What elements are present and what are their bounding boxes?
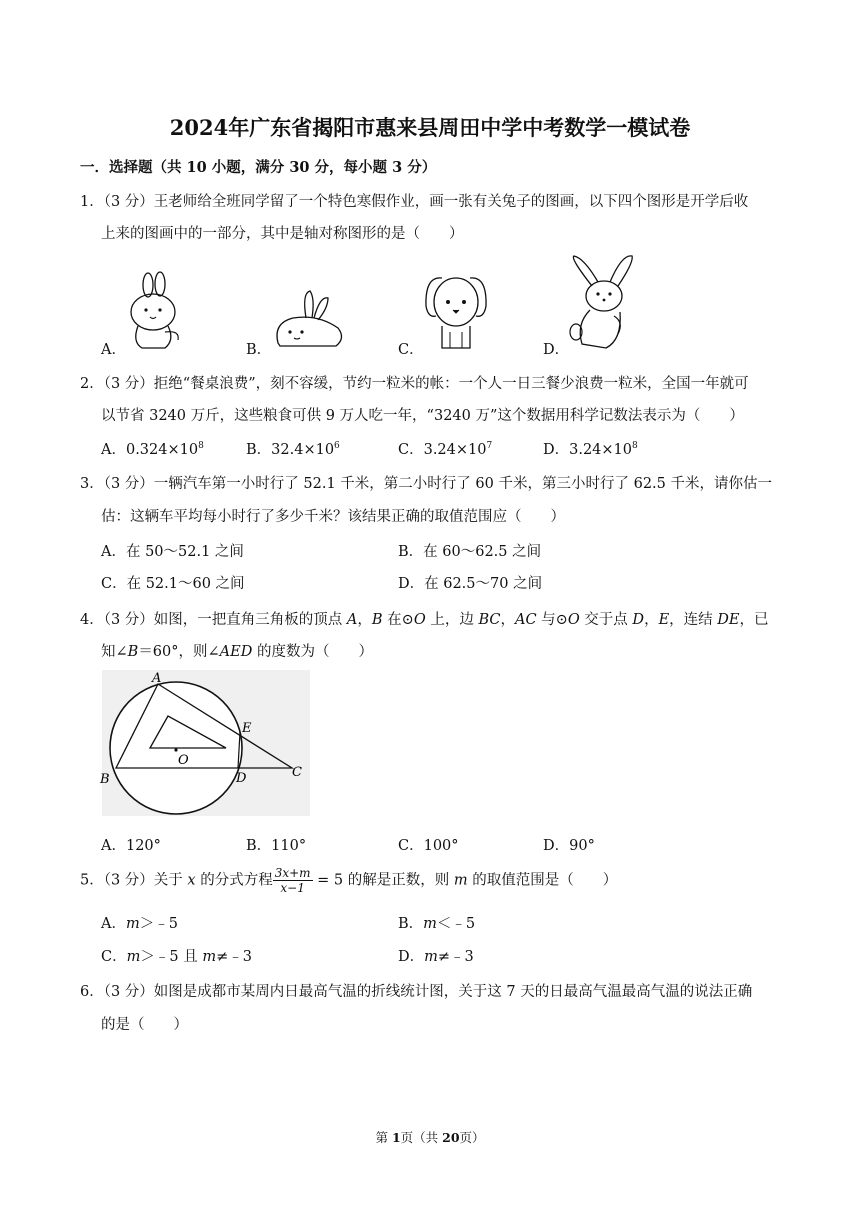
q2-option-b: B．$32.4\times 10^6$ [246,441,340,458]
label-e: E [242,721,252,736]
q2-line2: 以节省 3240 万斤，这些粮食可供 9 万人吃一年，“3240 万”这个数据用科学记数法表示为（ ） [101,408,744,424]
q1-option-a-label: A． [101,342,126,358]
rabbit-b-figure [268,288,348,350]
q5-line: 5．（3 分）关于 x 的分式方程 $\frac{3x+m}{x-1}$ = 5 的解是正数，则 m 的取值范围是（ ） [80,866,618,895]
q5-option-d: D．m≠﹣3 [398,949,474,965]
q3-option-b: B．在 60～62.5 之间 [398,544,542,560]
rabbit-c-figure [420,266,492,354]
label-d: D [236,771,247,786]
q6-line1: 6．（3 分）如图是成都市某周内日最高气温的折线统计图，关于这 7 天的日最高气温最高气温的说法正确 [80,984,753,1000]
q5-fraction: $\frac{3x+m}{x-1}$ [274,866,311,895]
q2-line1: 2．（3 分）拒绝“餐桌浪费”，刻不容缓，节约一粒米的帐：一个人一日三餐少浪费一粒米，全国一年就可 [80,376,749,392]
q3-line1: 3．（3 分）一辆汽车第一小时行了 52.1 千米，第二小时行了 60 千米，第三小时行了 62.5 千米，请你估一 [80,476,772,492]
section-heading: 一．选择题（共 10 小题，满分 30 分，每小题 3 分） [80,159,437,176]
label-o: O [178,753,189,768]
q4-line2: 知∠B＝60°，则∠AED 的度数为（ ） [101,644,373,660]
rabbit-a-figure [120,270,190,355]
label-c: C [292,765,302,780]
q4-option-b: B．110° [246,838,307,854]
q3-option-d: D．在 62.5～70 之间 [398,576,543,592]
rabbit-d-figure [562,252,642,354]
page-footer: 第 1页（共 20页） [375,1130,485,1145]
label-b: B [100,772,110,787]
q4-geometry-figure [96,668,316,818]
q3-option-c: C．在 52.1～60 之间 [101,576,245,592]
q1-line2: 上来的图画中的一部分，其中是轴对称图形的是（ ） [101,226,464,242]
q6-line2: 的是（ ） [101,1017,188,1033]
q5-option-a: A．m＞﹣5 [101,916,178,932]
q2-option-c: C．$3.24\times 10^7$ [398,441,493,458]
page-title: 2024年广东省揭阳市惠来县周田中学中考数学一模试卷 [169,115,691,140]
q4-line1: 4．（3 分）如图，一把直角三角板的顶点 A，B 在⊙O 上，边 BC，AC 与⊙O 交于点 D，E，连结 DE，已 [80,612,769,628]
label-a: A [152,671,162,686]
q4-option-c: C．100° [398,838,459,854]
q2-option-a: A．$0.324\times 10^8$ [101,441,204,458]
q2-option-d: D．$3.24\times 10^8$ [543,441,638,458]
q5-option-b: B．m＜﹣5 [398,916,476,932]
q1-option-b-label: B． [246,342,272,358]
q3-line2: 估：这辆车平均每小时行了多少千米？该结果正确的取值范围应（ ） [101,509,565,525]
q1-option-d-label: D． [543,342,570,358]
q1-line1: 1．（3 分）王老师给全班同学留了一个特色寒假作业，画一张有关兔子的图画，以下四个图形是开学后收 [80,194,749,210]
q5-option-c: C．m＞﹣5 且 m≠﹣3 [101,949,252,965]
q4-option-d: D．90° [543,838,595,854]
q3-option-a: A．在 50～52.1 之间 [101,544,244,560]
q1-option-c-label: C． [398,342,424,358]
q4-option-a: A．120° [101,838,161,854]
